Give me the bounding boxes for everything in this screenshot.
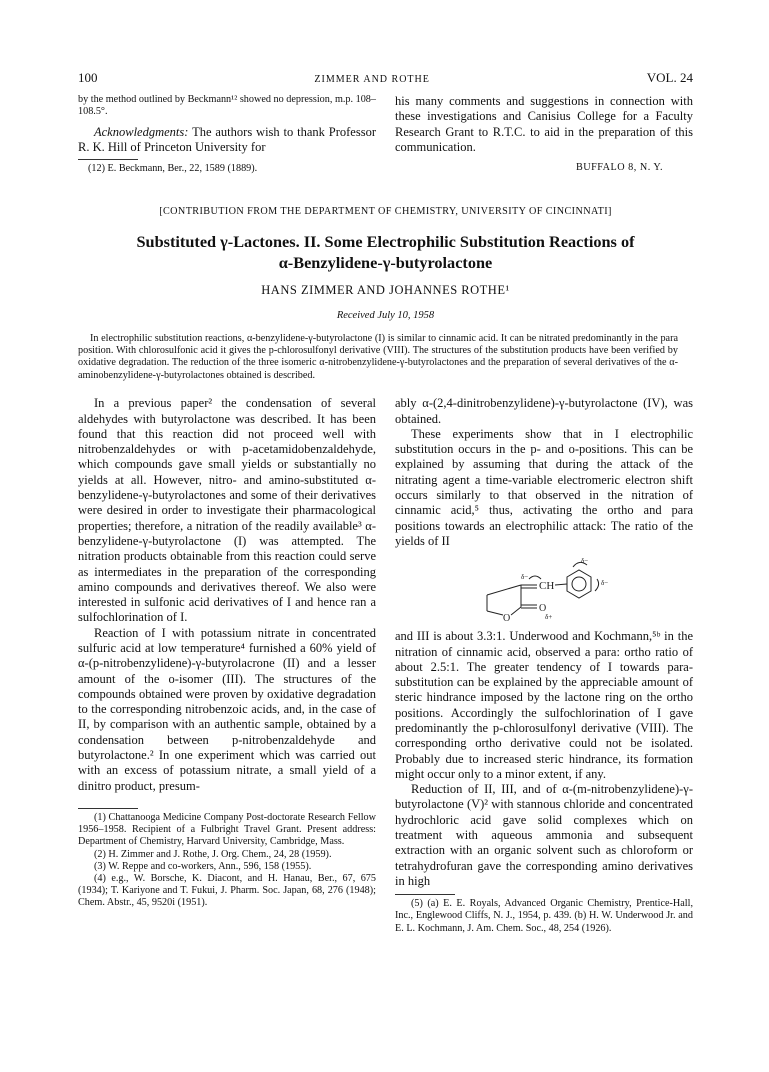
body-paragraph-4: These experiments show that in I electrophilic substitution occurs in the p- and o-positions. This can be explained by assuming that during the attack of the nitrating agent a time-variable electromeric electron shift occurs similarly to that observed in the nitration of cinnamic acid,⁵ thus, activating the ortho and para positions towards an electrophilic attack: The ratio of the yields of II: [395, 426, 693, 548]
resonance-structure-figure: [395, 555, 693, 623]
article-authors: HANS ZIMMER AND JOHANNES ROTHE¹: [261, 282, 510, 297]
journal-page: [78, 70, 693, 935]
body-paragraph-2: Reaction of I with potassium nitrate in concentrated sulfuric acid at low temperature⁴ furnished a 60% yield of α-(p-nitrobenzylidene)-γ-butyrolacrone (II) and a lesser amount of the o-isomer (III). The structures of the compounds obtained were proven by oxidative degradation to the corresponding nitrobenzoic acids, and, in the case of II, by comparison with an authentic sample, obtained by a condensation between p-nitrobenzaldehyde and butyrolactone.² In one experiment which was carried out with an excess of potassium nitrate, a small yield of a dinitro product, presum-: [78, 625, 376, 793]
received-date: Received July 10, 1958: [336, 309, 435, 321]
structure-label-ch: CH: [539, 580, 555, 593]
structure-label-ring-o: O: [503, 613, 511, 624]
footnote-rule: [395, 894, 455, 895]
body-paragraph-1: In a previous paper² the condensation of several aldehydes with butyrolactone was described. It has been found that this reaction did not proceed well with nitrobenzaldehydes or with p-acetamidobenzaldehyde, which compounds gave small yields or substantially no yields at all. However, nitro- and amino-substituted α-benzylidene-γ-butyrolactones and some of their derivatives were desired in order to investigate their pharmacological properties; therefore, a nitration of the readily available³ α-benzylidene-γ-butyrolactone (I) was attempted. The nitration products obtainable from this reaction could serve as intermediates in the preparation of the corresponding amino compounds and derivatives thereof. We also were interested in sulfonic acid derivatives of I and hence ran a sulfochlorination of I.: [78, 396, 376, 625]
acknowledgments-continued: his many comments and suggestions in connection with these investigations and Canisius College for a Faculty Research Grant to R.T.C. to aid in the preparation of this communication.: [395, 94, 693, 154]
structure-label-delta-minus-2: δ−: [581, 557, 589, 566]
running-header: [78, 70, 693, 88]
footnote-1: (1) Chattanooga Medicine Company Post-doctorate Research Fellow 1956–1958. Recipient of a Fulbright Travel Grant. Present address: Department of Chemistry, Harvard University, Cambridge, Mass.: [78, 811, 376, 848]
acknowledgments: [78, 125, 376, 156]
body-paragraph-5: and III is about 3.3:1. Underwood and Kochmann,⁵ᵇ in the nitration of cinnamic acid, observed a para: ortho ratio of about 2.5:1. The greater tendency of I towards para-substitution can be explained by the appreciable amount of steric hindrance imposed by the lactone ring on the ortho positions. Accordingly the sulfochlorination of I gave predominantly the p-chlorosulfonyl derivative (VIII). The corresponding ortho derivative could not be isolated. Probably due to increased steric hindrance, its formation might occur only to a minor extent, if any.: [395, 629, 693, 781]
acknowledgments-lead: Acknowledgments:: [94, 124, 189, 139]
footnotes: [78, 812, 376, 910]
volume-label: VOL. 24: [646, 70, 693, 85]
footnote-rule: [78, 159, 138, 160]
article-title-line-2: α-Benzylidene-γ-butyrolactone: [278, 252, 493, 272]
structure-label-carbonyl-o: O: [539, 603, 547, 615]
structure-label-delta-plus: δ+: [545, 613, 553, 622]
article-title-line-1: Substituted γ-Lactones. II. Some Electrophilic Substitution Reactions of: [136, 231, 635, 251]
footnote-2: (2) H. Zimmer and J. Rothe, J. Org. Chem., 24, 28 (1959).: [94, 848, 332, 860]
right-column: [395, 396, 693, 935]
lactone-structure-diagram: [469, 555, 619, 623]
article-title: [78, 231, 693, 273]
contribution-line: [CONTRIBUTION FROM THE DEPARTMENT OF CHEMISTRY, UNIVERSITY OF CINCINNATI]: [159, 205, 612, 217]
abstract: In electrophilic substitution reactions, α-benzylidene-γ-butyrolactone (I) is similar to cinnamic acid. It can be nitrated predominantly in the para position. With chlorosulfonic acid it gives the p-chlorosulfonyl derivative (VIII). The structures of the substitution products have been verified by oxidative degradation. The reduction of the three isomeric α-nitrobenzylidene-γ-butyrolactones and the preparation of several derivatives of the α-aminobenzylidene-γ-butyrolactones obtained is described.: [78, 332, 678, 381]
footnote-rule: [78, 808, 138, 809]
previous-article-text: by the method outlined by Beckmann¹² showed no depression, m.p. 108–108.5°.: [78, 94, 376, 118]
previous-article-tail: [78, 94, 693, 176]
footnote-3: (3) W. Reppe and co-workers, Ann., 596, 158 (1955).: [94, 860, 312, 872]
article-body: [78, 396, 693, 935]
footnote-4: (4) e.g., W. Borsche, K. Diacont, and H. Hanau, Ber., 67, 675 (1934); T. Kariyone and T. Fukui, J. Pharm. Soc. Japan, 68, 276 (1948); Chem. Abstr., 45, 9520i (1951).: [78, 872, 376, 909]
footnote-5: (5) (a) E. E. Royals, Advanced Organic Chemistry, Prentice-Hall, Inc., Englewood Cliffs, N. J., 1954, p. 439. (b) H. W. Underwood Jr. and E. L. Kochmann, J. Am. Chem. Soc., 48, 254 (1926).: [395, 898, 693, 934]
footnote-12: (12) E. Beckmann, Ber., 22, 1589 (1889).: [88, 163, 258, 175]
body-paragraph-3: ably α-(2,4-dinitrobenzylidene)-γ-butyrolactone (IV), was obtained.: [395, 396, 693, 426]
running-title: ZIMMER AND ROTHE: [314, 74, 430, 85]
structure-label-delta-minus-3: δ−: [601, 579, 609, 588]
acknowledgments-text: The authors wish to thank Professor R. K. Hill of Princeton University for: [78, 124, 376, 155]
structure-label-delta-minus-1: δ−: [521, 573, 529, 582]
left-column: [78, 396, 376, 935]
body-paragraph-6: Reduction of II, III, and of α-(m-nitrobenzylidene)-γ-butyrolactone (V)² with stannous chloride and concentrated hydrochloric acid gave solid complexes which on treatment with aqueous ammonia and subsequent extraction with an organic solvent such as chloroform or tetrahydrofuran gave the corresponding amino derivatives in high: [395, 782, 693, 888]
author-location: BUFFALO 8, N. Y.: [575, 162, 663, 174]
page-number: 100: [78, 70, 98, 85]
